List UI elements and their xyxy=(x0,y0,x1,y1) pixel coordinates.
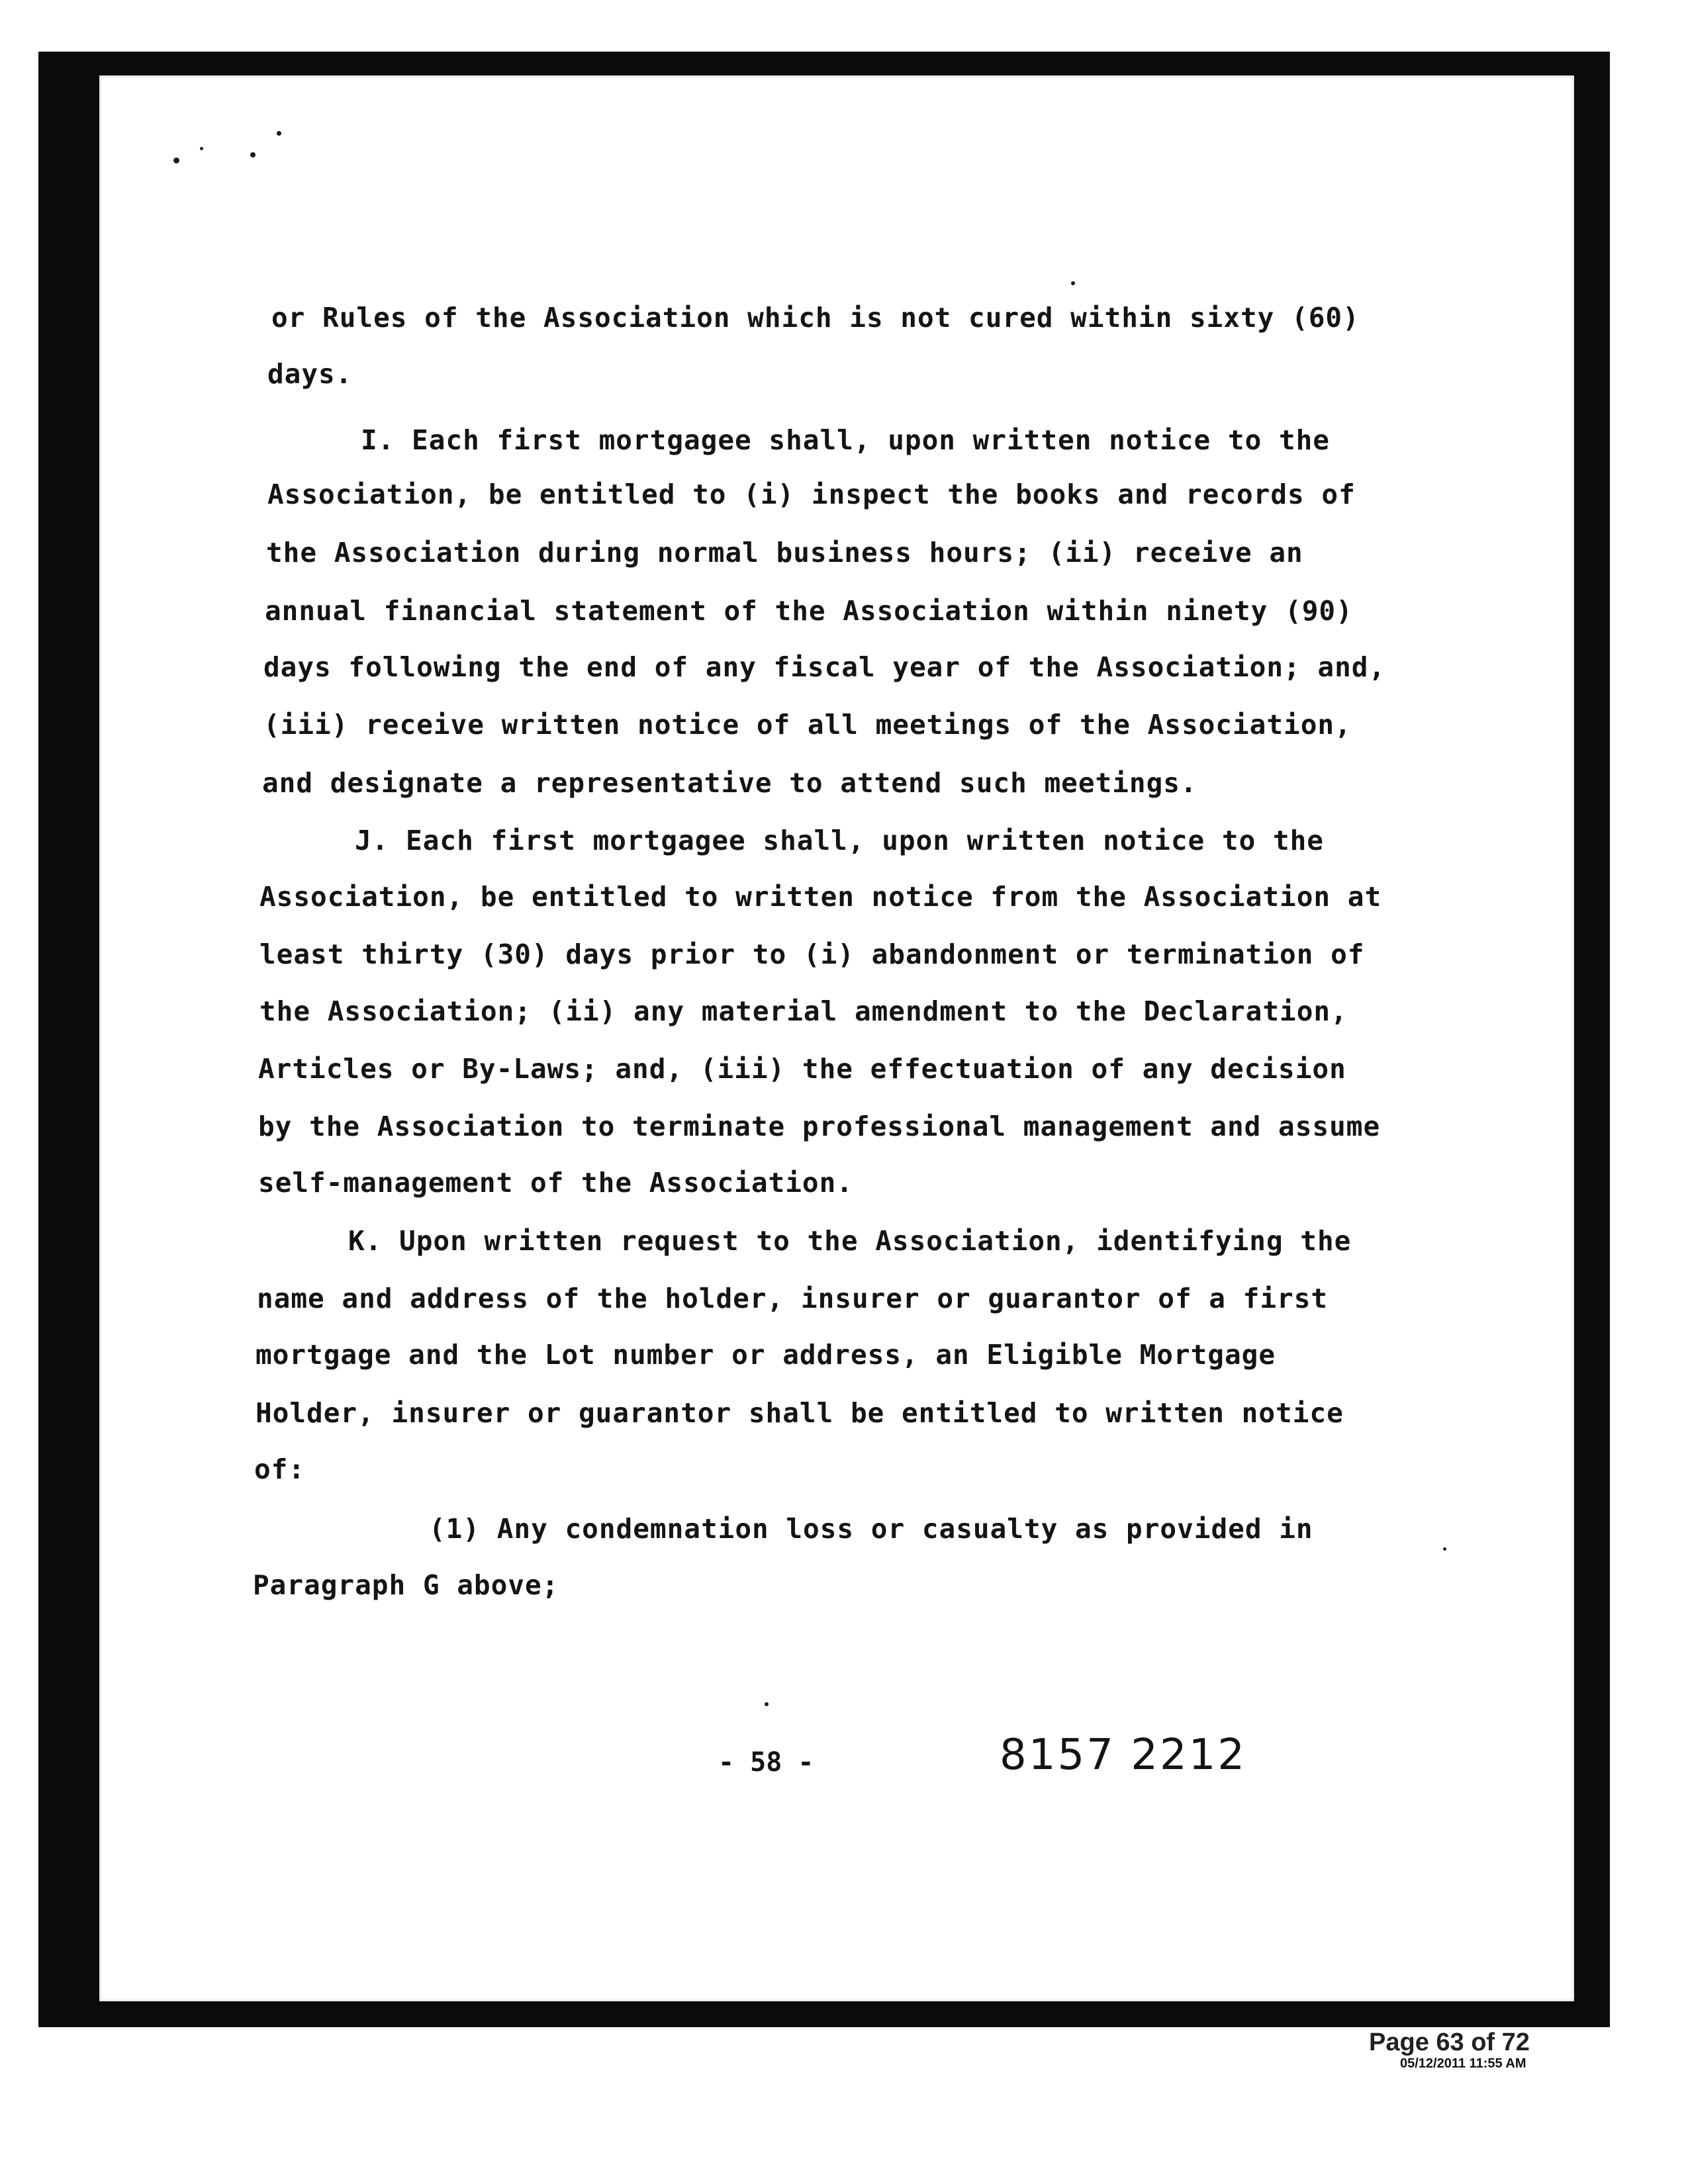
text-line: least thirty (30) days prior to (i) abandonment or termination of xyxy=(259,938,1365,970)
text-line: name and address of the holder, insurer or guarantor of a first xyxy=(257,1283,1329,1314)
text-line: Articles or By-Laws; and, (iii) the effectuation of any decision xyxy=(258,1053,1346,1085)
scan-frame xyxy=(38,52,1610,2027)
text-line: mortgage and the Lot number or address, an Eligible Mortgage xyxy=(256,1339,1276,1371)
text-line: annual financial statement of the Association within ninety (90) xyxy=(265,595,1353,627)
text-line: days. xyxy=(267,358,353,390)
text-line: or Rules of the Association which is not cured within sixty (60) xyxy=(271,302,1360,334)
footer-datetime: 05/12/2011 11:55 AM xyxy=(1400,2056,1526,2071)
text-line: (iii) receive written notice of all meetings of the Association, xyxy=(263,709,1352,741)
scan-speck xyxy=(1443,1547,1446,1551)
text-line: Association, be entitled to (i) inspect the books and records of xyxy=(267,478,1356,510)
text-line: the Association during normal business hours; (ii) receive an xyxy=(266,537,1303,569)
text-line: days following the end of any fiscal year of the Association; and, xyxy=(263,651,1386,683)
scan-speck xyxy=(277,131,281,136)
page-number: - 58 - xyxy=(718,1747,814,1778)
text-line: J. Each first mortgagee shall, upon written notice to the xyxy=(355,825,1324,856)
text-line: K. Upon written request to the Association, identifying the xyxy=(348,1225,1352,1257)
text-line: by the Association to terminate professional management and assume xyxy=(258,1111,1381,1142)
text-line: I. Each first mortgagee shall, upon written notice to the xyxy=(361,424,1330,456)
text-line: and designate a representative to attend such meetings. xyxy=(262,767,1197,799)
text-line: of: xyxy=(254,1453,306,1485)
text-line: Holder, insurer or guarantor shall be entitled to written notice xyxy=(256,1397,1344,1429)
scan-speck xyxy=(200,147,203,150)
text-line: Association, be entitled to written notice from the Association at xyxy=(259,881,1382,913)
text-line: Paragraph G above; xyxy=(253,1569,559,1601)
scan-speck xyxy=(765,1702,769,1706)
footer-page-label: Page 63 of 72 xyxy=(1369,2028,1530,2056)
scan-speck xyxy=(173,158,179,163)
text-line: (1) Any condemnation loss or casualty as provided in xyxy=(429,1513,1313,1545)
scan-speck xyxy=(250,152,256,158)
text-line: the Association; (ii) any material amendment to the Declaration, xyxy=(259,995,1348,1027)
scan-speck xyxy=(1071,281,1075,285)
text-line: self-management of the Association. xyxy=(258,1167,853,1199)
book-page-number: 8157 2212 xyxy=(1000,1731,1247,1780)
